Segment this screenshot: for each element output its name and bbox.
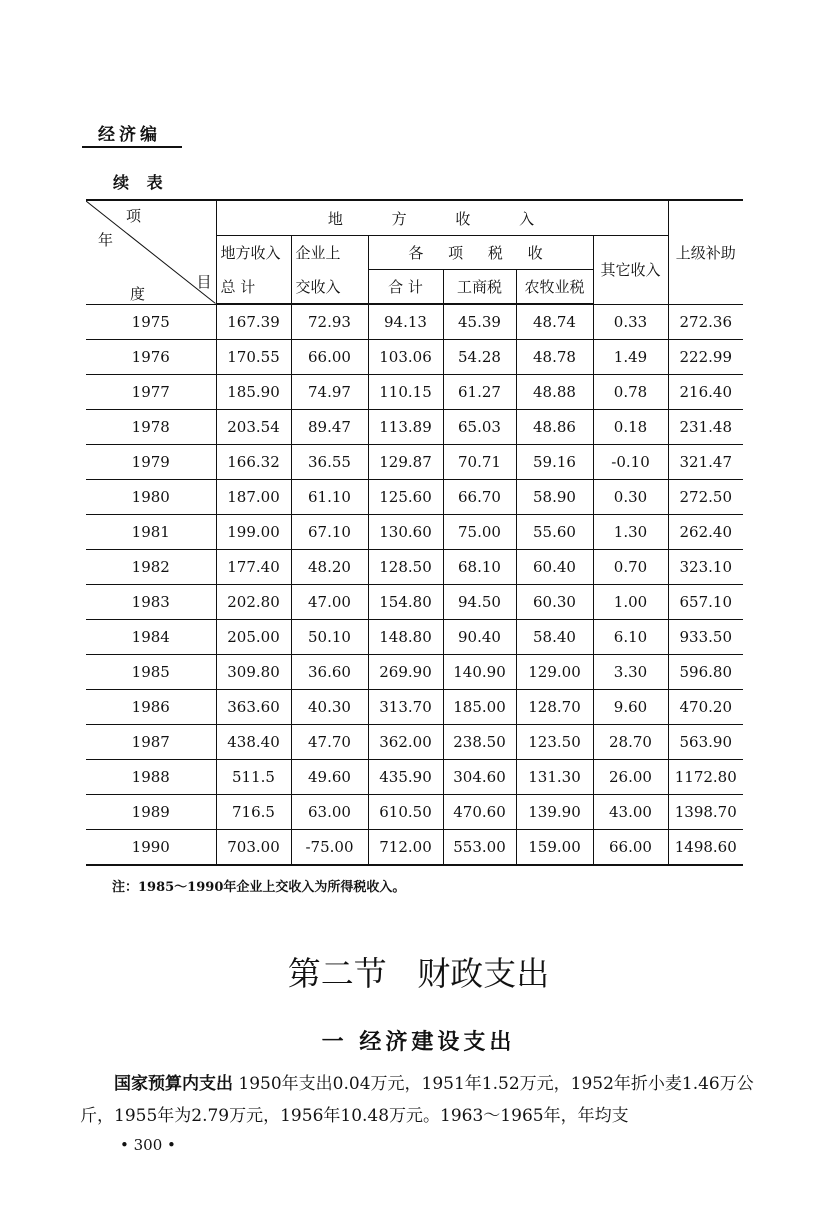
table-cell: 154.80 [368,585,443,620]
table-cell: 48.88 [516,375,593,410]
col-agri-tax-header: 农牧业税 [516,270,593,305]
table-cell: 703.00 [216,830,291,866]
page-number: • 300 • [120,1136,176,1154]
table-cell: 205.00 [216,620,291,655]
table-cell: 110.15 [368,375,443,410]
table-cell: 129.00 [516,655,593,690]
table-cell: 1990 [86,830,216,866]
table-cell: 66.00 [291,340,368,375]
table-cell: 1978 [86,410,216,445]
table-cell: 66.00 [593,830,668,866]
continued-label: 续 表 [113,173,169,192]
table-cell: 323.10 [668,550,743,585]
corner-item-label: 项 [126,207,142,225]
table-cell: 49.60 [291,760,368,795]
table-cell: 50.10 [291,620,368,655]
table-cell: 438.40 [216,725,291,760]
table-cell: 313.70 [368,690,443,725]
table-cell: 0.78 [593,375,668,410]
table-cell: 90.40 [443,620,516,655]
table-cell: 167.39 [216,304,291,340]
table-cell: 1985 [86,655,216,690]
table-cell: 123.50 [516,725,593,760]
table-cell: 58.40 [516,620,593,655]
table-row [86,340,743,375]
table-cell: 187.00 [216,480,291,515]
table-cell: 128.50 [368,550,443,585]
table-row [86,304,743,340]
table-cell: 185.00 [443,690,516,725]
table-cell: 140.90 [443,655,516,690]
table-row [86,655,743,690]
group-header-local-revenue: 地 方 收 入 [216,200,668,236]
table-cell: 1982 [86,550,216,585]
table-cell: 72.93 [291,304,368,340]
table-cell: 1498.60 [668,830,743,866]
table-cell: 74.97 [291,375,368,410]
table-row [86,375,743,410]
table-row [86,830,743,866]
table-cell: 59.16 [516,445,593,480]
table-cell: 61.27 [443,375,516,410]
col-industry-tax-header: 工商税 [443,270,516,305]
table-cell: 1979 [86,445,216,480]
table-cell: 1986 [86,690,216,725]
table-cell: 177.40 [216,550,291,585]
table-cell: 63.00 [291,795,368,830]
table-cell: 1976 [86,340,216,375]
body-paragraph [80,1068,760,1132]
table-cell: 48.20 [291,550,368,585]
table-cell: 1975 [86,304,216,340]
table-cell: 272.50 [668,480,743,515]
table-cell: 130.60 [368,515,443,550]
corner-du-label: 度 [130,285,146,303]
section-label: 经济编 [98,125,161,145]
table-cell: 54.28 [443,340,516,375]
table-cell: 170.55 [216,340,291,375]
table-cell: -0.10 [593,445,668,480]
table-cell: 0.18 [593,410,668,445]
table-cell: 67.10 [291,515,368,550]
table-cell: 47.00 [291,585,368,620]
tax-group-header: 各 项 税 收 [368,236,593,270]
table-cell: 262.40 [668,515,743,550]
table-cell: 75.00 [443,515,516,550]
table-cell: 238.50 [443,725,516,760]
table-row [86,620,743,655]
table-cell: 28.70 [593,725,668,760]
col-subsidy-header: 上级补助 [668,200,743,304]
subsection-heading: 一 经济建设支出 [321,1029,516,1055]
paragraph-text: 1950年支出0.04万元，1951年1.52万元，1952年折小麦1.46万公斤，1955年为2.79万元，1956年10.48万元。1963～1965年，年均支 [80,1074,754,1126]
section-heading: 第二节 财政支出 [287,954,550,993]
table-row [86,760,743,795]
table-cell: 222.99 [668,340,743,375]
table-cell: 68.10 [443,550,516,585]
corner-year-label: 年 [98,231,114,249]
table-cell: 202.80 [216,585,291,620]
table-row [86,585,743,620]
table-row [86,550,743,585]
table-note: 注：1985～1990年企业上交收入为所得税收入。 [112,880,406,895]
table-cell: 470.20 [668,690,743,725]
table-cell: 129.87 [368,445,443,480]
table-cell: 610.50 [368,795,443,830]
section-rule [82,146,182,148]
table-cell: 1989 [86,795,216,830]
table-cell: 362.00 [368,725,443,760]
table-cell: 159.00 [516,830,593,866]
table-cell: 435.90 [368,760,443,795]
col-enterprise-line1: 企业上 [291,236,368,270]
table-cell: 0.30 [593,480,668,515]
table-cell: 470.60 [443,795,516,830]
table-cell: 131.30 [516,760,593,795]
col-enterprise-line2: 交收入 [291,270,368,305]
table-cell: 363.60 [216,690,291,725]
table-cell: 125.60 [368,480,443,515]
revenue-table [86,199,743,866]
table-cell: 103.06 [368,340,443,375]
table-cell: 3.30 [593,655,668,690]
table-cell: 563.90 [668,725,743,760]
table-cell: 1980 [86,480,216,515]
table-cell: 716.5 [216,795,291,830]
table-cell: 269.90 [368,655,443,690]
table-cell: 113.89 [368,410,443,445]
table-cell: 185.90 [216,375,291,410]
table-cell: 304.60 [443,760,516,795]
table-cell: 48.86 [516,410,593,445]
table-cell: 553.00 [443,830,516,866]
table-cell: 43.00 [593,795,668,830]
table-cell: 55.60 [516,515,593,550]
table-cell: 48.74 [516,304,593,340]
table-cell: 1398.70 [668,795,743,830]
table-cell: 48.78 [516,340,593,375]
table-cell: 933.50 [668,620,743,655]
table-cell: 36.55 [291,445,368,480]
table-cell: 1.30 [593,515,668,550]
table-cell: 596.80 [668,655,743,690]
corner-header [86,200,216,304]
table-row [86,445,743,480]
table-row [86,690,743,725]
table-cell: 1987 [86,725,216,760]
col-other-header: 其它收入 [593,236,668,305]
col-local-total-line2: 总 计 [216,270,291,305]
table-cell: 128.70 [516,690,593,725]
corner-mu-label: 目 [196,273,212,291]
table-cell: 47.70 [291,725,368,760]
table-cell: 60.30 [516,585,593,620]
table-cell: 148.80 [368,620,443,655]
table-cell: 94.50 [443,585,516,620]
table-body [86,304,743,865]
table-cell: 309.80 [216,655,291,690]
table-cell: 94.13 [368,304,443,340]
table-cell: 657.10 [668,585,743,620]
table-cell: 166.32 [216,445,291,480]
table-cell: 1984 [86,620,216,655]
table-cell: 58.90 [516,480,593,515]
table-row [86,795,743,830]
table-cell: 1977 [86,375,216,410]
table-row [86,725,743,760]
paragraph-lead: 国家预算内支出 [114,1074,233,1094]
table-cell: 203.54 [216,410,291,445]
table-cell: 1.49 [593,340,668,375]
table-cell: 231.48 [668,410,743,445]
table-cell: 199.00 [216,515,291,550]
table-cell: 139.90 [516,795,593,830]
table-cell: 70.71 [443,445,516,480]
table-cell: 1981 [86,515,216,550]
col-tax-total-header: 合 计 [368,270,443,305]
table-cell: 40.30 [291,690,368,725]
table-cell: 60.40 [516,550,593,585]
table-row [86,410,743,445]
table-cell: 36.60 [291,655,368,690]
table-cell: 1988 [86,760,216,795]
table-cell: 1172.80 [668,760,743,795]
table-cell: 65.03 [443,410,516,445]
table-row [86,480,743,515]
table-cell: 45.39 [443,304,516,340]
table-cell: 1.00 [593,585,668,620]
table-cell: 6.10 [593,620,668,655]
table-cell: 0.33 [593,304,668,340]
table-row [86,515,743,550]
table-cell: 66.70 [443,480,516,515]
table-cell: 216.40 [668,375,743,410]
table-cell: 26.00 [593,760,668,795]
table-cell: -75.00 [291,830,368,866]
table-cell: 511.5 [216,760,291,795]
col-local-total-line1: 地方收入 [216,236,291,270]
table-cell: 89.47 [291,410,368,445]
table-cell: 0.70 [593,550,668,585]
table-cell: 712.00 [368,830,443,866]
table-cell: 61.10 [291,480,368,515]
table-cell: 9.60 [593,690,668,725]
table-cell: 321.47 [668,445,743,480]
table-cell: 1983 [86,585,216,620]
table-cell: 272.36 [668,304,743,340]
